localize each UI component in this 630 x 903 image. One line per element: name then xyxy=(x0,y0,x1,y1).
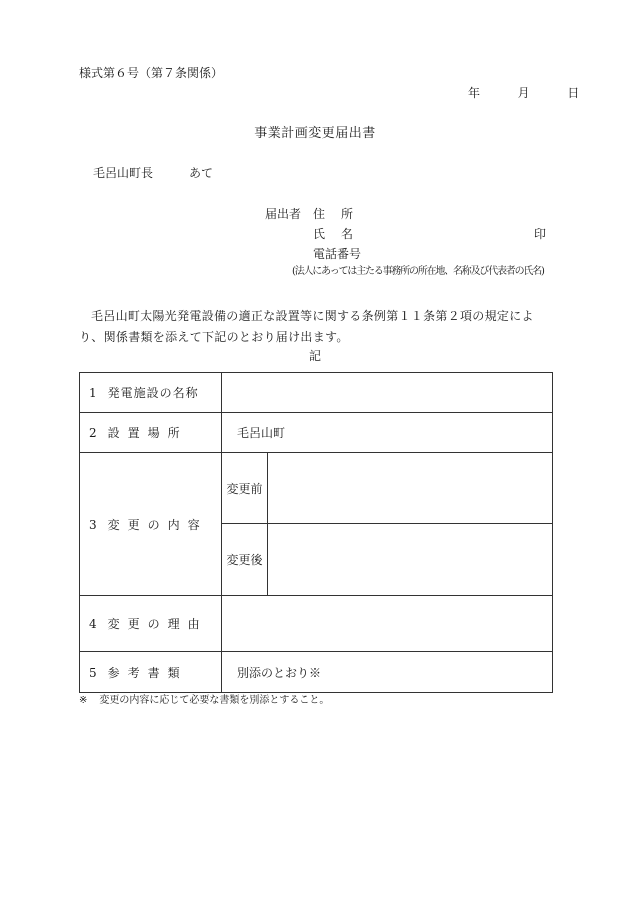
footnote-mark: ※ xyxy=(79,695,88,706)
table-row xyxy=(80,373,553,413)
location-field[interactable]: 毛呂山町 xyxy=(222,413,553,453)
addressee-name: 毛呂山町長 xyxy=(93,166,154,180)
addressee xyxy=(93,167,213,179)
footnote xyxy=(79,696,329,706)
form-number: 様式第６号（第７条関係） xyxy=(79,66,224,80)
submitter-label: 届出者 xyxy=(265,207,302,221)
document-title: 事業計画変更届出書 xyxy=(254,126,376,141)
row-label-change-content: 3 変更の内容 xyxy=(80,453,222,596)
body-text: 毛呂山町太陽光発電設備の適正な設置等に関する条例第１１条第２項の規定により、関係書類を添えて下記のとおり届け出ます。 xyxy=(79,309,534,344)
after-change-field[interactable] xyxy=(268,524,553,596)
footnote-text: 変更の内容に応じて必要な書類を別添とすること。 xyxy=(99,695,330,706)
row-label-change-reason: 4 変更の理由 xyxy=(80,596,222,652)
table-row xyxy=(80,596,553,652)
facility-name-field[interactable] xyxy=(222,373,553,413)
date-line xyxy=(468,87,579,99)
address-label: 住所 xyxy=(313,207,370,221)
row-label-location: 2 設置場所 xyxy=(80,413,222,453)
before-change-field[interactable] xyxy=(268,453,553,524)
record-table xyxy=(79,372,553,693)
reference-docs-field[interactable]: 別添のとおり※ xyxy=(222,652,553,693)
table-row xyxy=(80,652,553,693)
date-year-label: 年 xyxy=(468,86,481,100)
addressee-suffix: あて xyxy=(189,166,214,180)
phone-label: 電話番号 xyxy=(313,247,362,261)
table-row xyxy=(80,453,553,524)
date-day-label: 日 xyxy=(567,86,580,100)
date-month-label: 月 xyxy=(517,86,530,100)
after-change-label: 変更後 xyxy=(222,524,268,596)
table-row xyxy=(80,413,553,453)
row-label-reference-docs: 5 参考書類 xyxy=(80,652,222,693)
name-label: 氏名 xyxy=(313,227,370,241)
change-reason-field[interactable] xyxy=(222,596,553,652)
ki-mark: 記 xyxy=(308,349,321,363)
row-label-facility-name: 1 発電施設の名称 xyxy=(80,373,222,413)
seal-mark: 印 xyxy=(534,227,547,241)
corporation-note: (法人にあっては主たる事務所の所在地、名称及び代表者の氏名) xyxy=(292,266,544,277)
before-change-label: 変更前 xyxy=(222,453,268,524)
